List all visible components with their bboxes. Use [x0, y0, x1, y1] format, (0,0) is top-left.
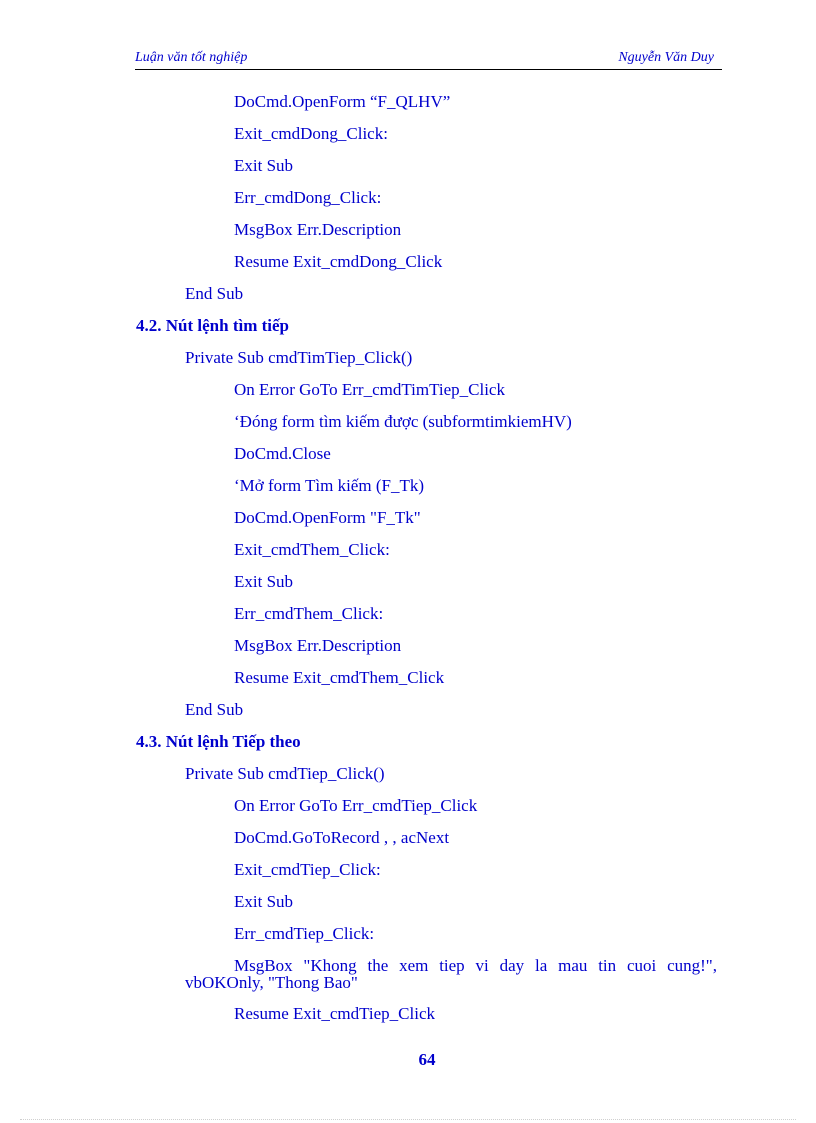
- code-line: Exit Sub: [234, 892, 294, 911]
- code-line: Private Sub cmdTimTiep_Click(): [185, 348, 413, 367]
- code-line: Exit_cmdDong_Click:: [234, 124, 388, 143]
- code-line: End Sub: [185, 700, 244, 719]
- code-line-wrapped: MsgBox "Khong the xem tiep vi day la mau tin cuoi cung!", vbOKOnly, "Thong Bao": [185, 956, 717, 992]
- section-heading: 4.2. Nút lệnh tìm tiếp: [136, 316, 289, 335]
- code-line: Resume Exit_cmdTiep_Click: [234, 1004, 436, 1023]
- code-line: DoCmd.OpenForm “F_QLHV”: [234, 92, 451, 111]
- code-line: Private Sub cmdTiep_Click(): [185, 764, 385, 783]
- code-line: Resume Exit_cmdThem_Click: [234, 668, 445, 687]
- code-line: MsgBox Err.Description: [234, 220, 402, 239]
- section-heading: 4.3. Nút lệnh Tiếp theo: [136, 732, 301, 751]
- code-line: End Sub: [185, 284, 244, 303]
- code-line: DoCmd.GoToRecord , , acNext: [234, 828, 450, 847]
- code-line: MsgBox Err.Description: [234, 636, 402, 655]
- code-line: Exit_cmdTiep_Click:: [234, 860, 381, 879]
- code-line: Err_cmdDong_Click:: [234, 188, 382, 207]
- header-right: Nguyễn Văn Duy: [618, 50, 714, 65]
- code-line: Resume Exit_cmdDong_Click: [234, 252, 443, 271]
- code-line: On Error GoTo Err_cmdTiep_Click: [234, 796, 478, 815]
- page-header: [135, 48, 722, 70]
- page-bottom-divider: [20, 1119, 796, 1120]
- code-line: DoCmd.OpenForm "F_Tk": [234, 508, 421, 527]
- code-line: Exit Sub: [234, 156, 294, 175]
- code-line: Err_cmdTiep_Click:: [234, 924, 375, 943]
- code-line: Exit_cmdThem_Click:: [234, 540, 390, 559]
- header-left: Luận văn tốt nghiệp: [135, 50, 248, 65]
- code-comment: ‘Mở form Tìm kiếm (F_Tk): [234, 476, 424, 495]
- code-line: Err_cmdThem_Click:: [234, 604, 384, 623]
- page-number: 64: [418, 1050, 436, 1069]
- code-line: On Error GoTo Err_cmdTimTiep_Click: [234, 380, 505, 399]
- code-line: DoCmd.Close: [234, 444, 331, 463]
- code-line: Exit Sub: [234, 572, 294, 591]
- code-comment: ‘Đóng form tìm kiếm được (subformtimkiemHV): [234, 412, 572, 431]
